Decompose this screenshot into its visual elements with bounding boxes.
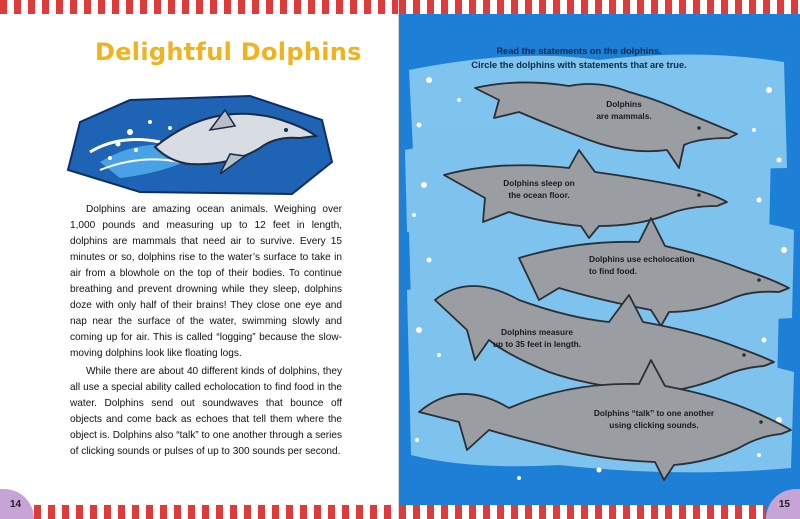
instructions-line: Read the statements on the dolphins. — [496, 46, 662, 56]
statement-line: Dolphins sleep on — [503, 178, 575, 188]
dolphin-statement-5[interactable] — [574, 407, 734, 431]
statement-line: to find food. — [589, 266, 637, 276]
statement-line: are mammals. — [596, 111, 652, 121]
article-body — [70, 202, 342, 462]
statement-line: Dolphins measure — [501, 327, 573, 337]
bottom-stripe-border — [34, 505, 399, 519]
article-paragraph: Dolphins are amazing ocean animals. Weighing over 1,000 pounds and measuring up to 12 feet in length, dolphins are mammals that need air to survive. Every 15 minutes or so, dolphins rise to the water’s surface to take in air from a blowhole on the top of their bodies. To continue breathing and prevent drowning while they sleep, dolphins doze with only half of their brains! They close one eye and nap near the surface of the water, swimming slowly and coming up for air. This is called “logging” because the slow-moving dolphins look like floating logs. — [70, 204, 342, 359]
right-page — [399, 0, 800, 519]
activity-instructions — [449, 44, 709, 72]
dolphin-statement-2[interactable] — [469, 177, 609, 201]
dolphin-statement-1[interactable] — [564, 98, 684, 122]
dolphin-statement-3[interactable] — [589, 253, 739, 277]
page-title: Delightful Dolphins — [95, 38, 362, 66]
instructions-line: Circle the dolphins with statements that are true. — [471, 60, 687, 70]
page-number-left: 14 — [0, 489, 34, 519]
statement-line: the ocean floor. — [508, 190, 570, 200]
statement-line: up to 35 feet in length. — [492, 339, 582, 349]
bottom-stripe-border — [399, 505, 766, 519]
dolphin-jumping-illustration — [60, 92, 336, 197]
left-page — [0, 0, 399, 519]
article-paragraph: While there are about 40 different kinds of dolphins, they all use a special ability called echolocation to find food in the water. Dolphins send out soundwaves that bounce off objects and come back as echoes that tell them where the object is. Dolphins also “talk” to one another through a series of clicking sounds or pulses of up to 300 sounds per second. — [70, 366, 342, 457]
statement-line: Dolphins — [606, 99, 642, 109]
statement-line: Dolphins “talk” to one another — [593, 408, 715, 418]
top-stripe-border — [0, 0, 399, 14]
statement-line: Dolphins use echolocation — [589, 254, 695, 264]
page-number-right: 15 — [766, 489, 800, 519]
dolphin-statement-4[interactable] — [467, 326, 607, 350]
statement-line: using clicking sounds. — [609, 420, 699, 430]
